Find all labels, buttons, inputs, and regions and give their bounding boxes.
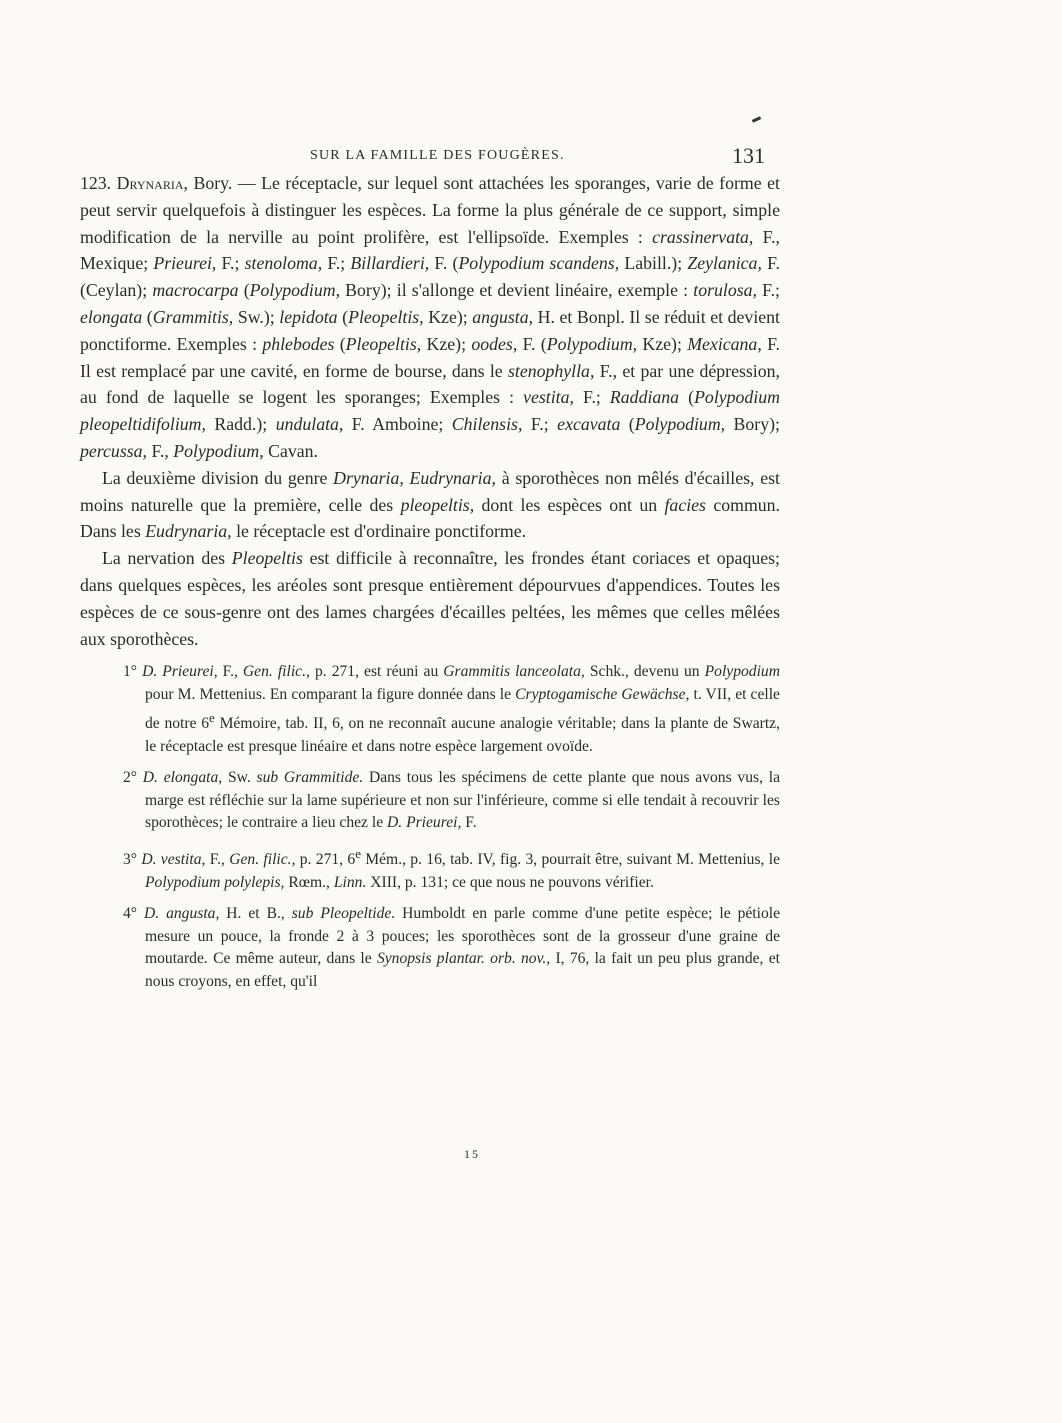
paragraph [80, 465, 780, 545]
text-run: Mém., p. 16, tab. IV, fig. 3, pourrait être, suivant M. Mettenius, le [360, 851, 780, 869]
text-run: H. et Bonpl. Il se réduit et devient ponctiforme. Exemples : [80, 306, 780, 354]
italic-run: Polypodium, [546, 333, 638, 354]
text-run: à sporothèces non mêlés d'écailles, est moins naturelle que la première, celle des [80, 467, 780, 515]
italic-run: Chilensis, [451, 414, 523, 435]
text-run: F., [205, 851, 230, 869]
text-run: ( [337, 306, 349, 327]
text-run: H. et B., [219, 904, 292, 922]
small-caps-run: Drynaria [116, 173, 184, 193]
italic-run: Gen. filic., [229, 851, 296, 869]
italic-run: Polypodium, [249, 280, 341, 301]
text-run: F. Amboine; [343, 414, 452, 435]
text-run: F., et par une dépression, au fond de laquelle se logent les sporanges; Exemples : [80, 360, 780, 408]
italic-run: Pleopeltis [231, 548, 303, 569]
running-title: SUR LA FAMILLE DES FOUGÈRES. [310, 148, 565, 163]
text-run: 3° [123, 851, 142, 869]
text-run: Kze); [423, 306, 473, 327]
italic-run: Eudrynaria, [145, 521, 232, 542]
superscript-run: e [355, 846, 361, 862]
text-run: F. (Ceylan); [80, 253, 780, 301]
italic-run: Mexicana, [687, 333, 762, 354]
paragraph [80, 545, 780, 652]
italic-run: stenophylla, [507, 360, 595, 381]
italic-run: Billardieri, [350, 253, 430, 274]
italic-run: Gen. filic., [242, 663, 310, 681]
text-run: Kze); [637, 333, 688, 354]
italic-run: stenoloma, [244, 253, 323, 274]
text-run: F., [147, 440, 174, 461]
italic-run: D. Prieurei, [387, 814, 462, 832]
text-run: XIII, p. 131; ce que nous ne pouvons vérifier. [366, 874, 654, 892]
italic-run: Zeylanica, [687, 253, 762, 274]
text-run: F., Mexique; [80, 226, 780, 274]
text-run: t. VII, et celle de notre 6 [145, 686, 780, 733]
text-run: F., [217, 663, 243, 681]
text-run: Humboldt en parle comme d'une petite espèce; le pétiole mesure un pouce, la fronde 2 à 3 pouces; les sporothèces sont de la grosseur d'une graine de moutarde. Ce même auteur, dans le [145, 904, 780, 968]
italic-run: Drynaria, Eudrynaria, [333, 467, 496, 488]
italic-run: phlebodes [262, 333, 335, 354]
italic-run: oodes, [471, 333, 518, 354]
italic-run: D. vestita, [141, 851, 206, 869]
ink-mark [752, 116, 761, 123]
text-run: F.; [522, 414, 558, 435]
text-run: Bory); il s'allonge et devient linéaire, exemple : [340, 280, 694, 301]
italic-run: D. elongata, [142, 768, 223, 786]
text-run: Rœm., [284, 874, 334, 892]
text-run: 1° [123, 663, 143, 681]
italic-run: D. angusta, [143, 904, 220, 922]
italic-run: Pleopeltis, [345, 333, 422, 354]
italic-run: torulosa, [693, 280, 757, 301]
text-run: 2° [123, 768, 143, 786]
italic-run: Polypodium scandens, [458, 253, 620, 274]
page-number: 131 [732, 143, 765, 168]
text-run: p. 271, est réuni au [309, 663, 444, 681]
footnote [123, 903, 780, 994]
text-run: F. ( [429, 253, 459, 274]
running-head [310, 143, 765, 170]
text-run: F.; [322, 253, 351, 274]
text-run: Sw.); [233, 306, 280, 327]
text-run: ( [620, 414, 635, 435]
text-run: La deuxième division du genre [102, 467, 334, 488]
text-run: F. ( [517, 333, 547, 354]
text-run: F.; [756, 280, 780, 301]
italic-run: Grammitis, [152, 306, 234, 327]
text-run: 123. [80, 173, 117, 193]
italic-run: D. Prieurei, [142, 663, 218, 681]
italic-run: angusta, [472, 306, 534, 327]
italic-run: Cryptogamische Gewächse, [515, 686, 690, 704]
text-run: pour M. Mettenius. En comparant la figure donnée dans le [145, 686, 516, 704]
footnote [123, 843, 780, 895]
text-run: F.; [573, 387, 610, 408]
italic-run: Linn. [333, 874, 367, 892]
paragraph [80, 170, 780, 465]
italic-run: Polypodium polylepis, [145, 874, 285, 892]
footnotes [80, 661, 780, 994]
italic-run: lepidota [279, 306, 338, 327]
text-run: I, 76, la fait un peu plus grande, et nous croyons, en effet, qu'il [145, 950, 780, 991]
text-run: ( [679, 387, 695, 408]
italic-run: vestita, [523, 387, 574, 408]
italic-run: Polypodium, [173, 440, 264, 461]
italic-run: crassinervata, [652, 226, 754, 247]
italic-run: sub Pleopeltide. [291, 904, 396, 922]
page-body [80, 170, 780, 1002]
text-run: dont les espèces ont un [474, 494, 665, 515]
italic-run: sub Grammitide. [256, 768, 364, 786]
italic-run: Synopsis plantar. orb. nov., [376, 950, 551, 968]
text-run: Radd.); [205, 414, 276, 435]
text-run: 4° [123, 904, 144, 922]
text-run: Bory); [725, 414, 780, 435]
italic-run: macrocarpa [152, 280, 239, 301]
text-run: La nervation des [102, 548, 232, 569]
text-run: ( [238, 280, 250, 301]
italic-run: Pleopeltis, [348, 306, 424, 327]
text-run: Dans tous les spécimens de cette plante que nous avons vus, la marge est réfléchie sur la lame supérieure et non sur l'inférieure, comme si elle tendait à recouvrir les sporothèces; le contraire a lieu chez le [145, 768, 780, 832]
italic-run: excavata [557, 414, 621, 435]
text-run: p. 271, 6 [295, 851, 356, 869]
text-run: Labill.); [619, 253, 688, 274]
italic-run: undulata, [275, 414, 344, 435]
text-run: Sw. [222, 768, 257, 786]
text-run: le réceptacle est d'ordinaire ponctiforme. [231, 521, 527, 542]
italic-run: facies [664, 494, 706, 515]
italic-run: Grammitis lanceolata, [443, 663, 585, 681]
text-run: , Bory. — Le réceptacle, sur lequel sont attachées les sporanges, varie de forme et peut servir quelquefois à distinguer les espèces. La forme la plus générale de ce support, simple modification de la nerville au point prolifère, est l'ellipsoïde. Exemples : [80, 173, 780, 247]
text-run: F. Il est remplacé par une cavité, en forme de bourse, dans le [80, 333, 780, 381]
italic-run: Polypodium, [634, 414, 726, 435]
text-run: Kze); [421, 333, 472, 354]
italic-run: Raddiana [609, 387, 680, 408]
italic-run: pleopeltis, [400, 494, 475, 515]
italic-run: Polypodium [704, 663, 780, 681]
signature-mark: 15 [464, 1147, 480, 1161]
italic-run: percussa, [80, 440, 148, 461]
italic-run: Polypodium pleopeltidifolium, [80, 387, 780, 435]
text-run: F. [461, 814, 477, 832]
text-run: Schk., devenu un [584, 663, 705, 681]
footnote [123, 767, 780, 835]
italic-run: elongata [80, 306, 143, 327]
italic-run: Prieurei, [153, 253, 217, 274]
footnote [123, 661, 780, 758]
text-run: est difficile à reconnaître, les frondes étant coriaces et opaques; dans quelques espèces, les aréoles sont presque entièrement dépourvues d'appendices. Toutes les espèces de ce sous-genre ont des lames chargées d'écailles peltées, les mêmes que celles mêlées aux sporothèces. [80, 548, 780, 649]
text-run: Mémoire, tab. II, 6, on ne reconnaît aucune analogie véritable; dans la plante de Swartz, le réceptacle est presque linéaire et dans notre espèce largement ovoïde. [145, 715, 780, 755]
text-run: F.; [216, 253, 245, 274]
superscript-run: e [209, 709, 215, 725]
text-run: Cavan. [263, 440, 318, 461]
text-run: ( [334, 333, 346, 354]
text-run: ( [142, 306, 153, 327]
text-run: commun. Dans les [80, 494, 780, 542]
